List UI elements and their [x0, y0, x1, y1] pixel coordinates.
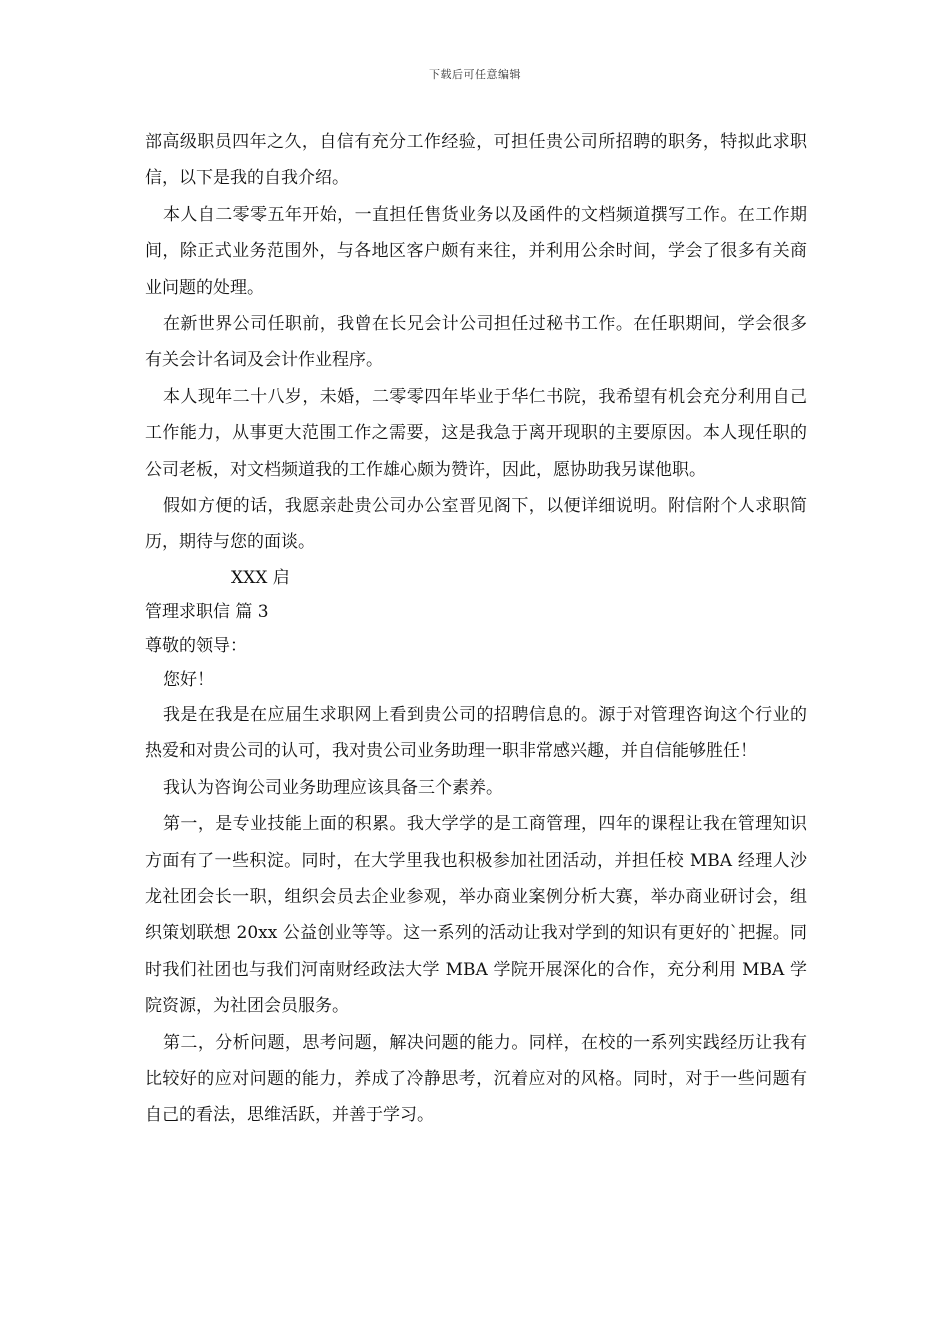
paragraph-secretary-experience: 在新世界公司任职前，我曾在长兄会计公司担任过秘书工作。在任职期间，学会很多有关会计名词及会计作业程序。: [145, 314, 807, 371]
paragraph-work-history: 本人自二零零五年开始，一直担任售货业务以及函件的文档频道撰写工作。在工作期间，除正式业务范围外，与各地区客户颇有来往，并利用公余时间，学会了很多有关商业问题的处理。: [145, 204, 807, 298]
paragraph-job-source: 我是在我是在应届生求职网上看到贵公司的招聘信息的。源于对管理咨询这个行业的热爱和对贵公司的认可，我对贵公司业务助理一职非常感兴趣，并自信能够胜任！: [145, 704, 807, 762]
signature: XXX 启: [231, 567, 290, 588]
paragraph-quality-two: 第二，分析问题，思考问题，解决问题的能力。同样，在校的一系列实践经历让我有比较好的应对问题的能力，养成了冷静思考，沉着应对的风格。同时，对于一些问题有自己的看法，思维活跃，并善于学习。: [145, 1032, 807, 1126]
document-body: [145, 124, 807, 1134]
paragraph-intro-continued: 部高级职员四年之久，自信有充分工作经验，可担任贵公司所招聘的职务，特拟此求职信，以下是我的自我介绍。: [145, 132, 807, 189]
paragraph-three-qualities: 我认为咨询公司业务助理应该具备三个素养。: [163, 777, 503, 798]
page-header: 下载后可任意编辑: [429, 68, 521, 81]
paragraph-personal-info: 本人现年二十八岁，未婚，二零零四年毕业于华仁书院，我希望有机会充分利用自己工作能力，从事更大范围工作之需要，这是我急于离开现职的主要原因。本人现任职的公司老板，对文档频道我的工作雄心颇为赞许，因此，愿协助我另谋他职。: [145, 386, 807, 480]
section-title: 管理求职信 篇 3: [145, 601, 269, 622]
paragraph-quality-one: 第一，是专业技能上面的积累。我大学学的是工商管理，四年的课程让我在管理知识方面有了一些积淀。同时，在大学里我也积极参加社团活动，并担任校 MBA 经理人沙龙社团会长一职，组织会员去企业参观，举办商业案例分析大赛，举办商业研讨会，组织策划联想 20xx 公益创业等等。这一系列的活动让我对学到的知识有更好的`把握。同时我们社团也与我们河南财经政法大学 MBA 学院开展深化的合作，充分利用 MBA 学院资源，为社团会员服务。: [145, 814, 807, 1017]
paragraph-interview-request: 假如方便的话，我愿亲赴贵公司办公室晋见阁下，以便详细说明。附信附个人求职简历，期待与您的面谈。: [145, 496, 807, 553]
greeting: 您好！: [163, 669, 214, 690]
salutation: 尊敬的领导：: [145, 635, 247, 656]
